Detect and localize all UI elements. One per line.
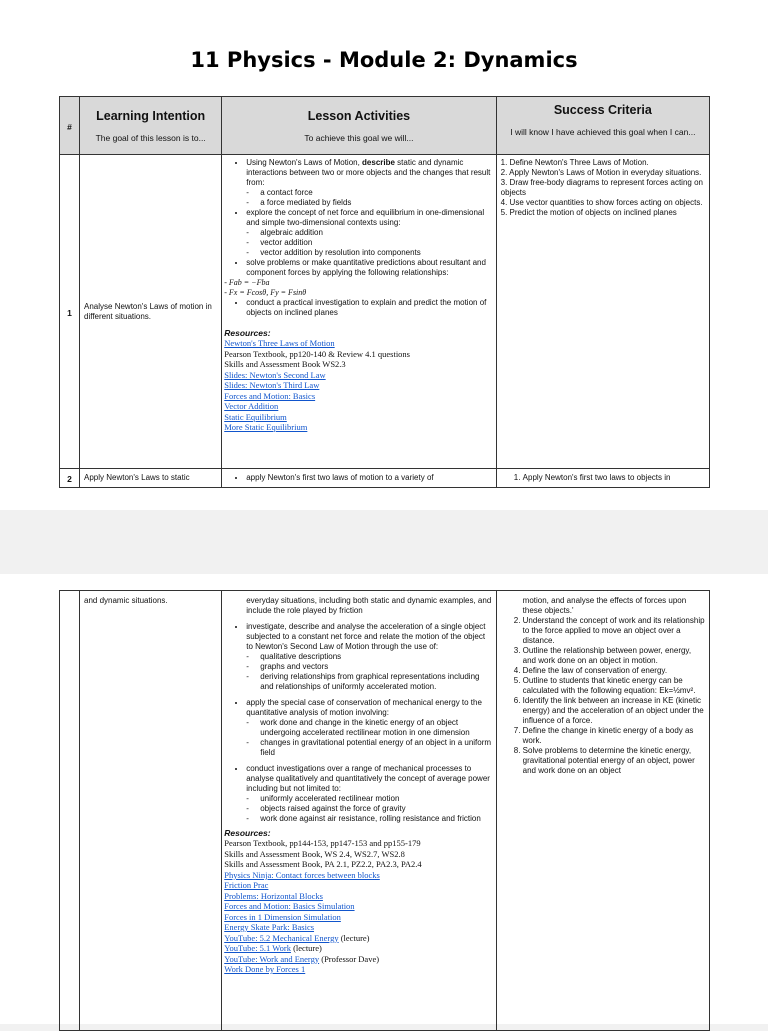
criteria-item: 3. Draw free-body diagrams to represent forces acting on objects bbox=[500, 178, 703, 197]
activity-subitem: - algebraic addition bbox=[260, 228, 491, 238]
activity-item: • conduct investigations over a range of mechanical processes to analyse qualitatively and quantitatively the concept of average power including but not limited to: - uniformly accelerated rectilinear motion - objects raised against the force of gravity - work done against air resistance, rolling resistance and friction bbox=[246, 764, 491, 824]
lesson-activities-cell bbox=[222, 155, 496, 469]
criteria-continuation: motion, and analyse the effects of forces upon these objects.' bbox=[522, 596, 687, 615]
resource-text: Skills and Assessment Book WS2.3 bbox=[224, 359, 346, 369]
activity-item: • Using Newton's Laws of Motion, describe static and dynamic interactions between two or more objects and the changes that result from: - a contact force - a force mediated by fields bbox=[246, 158, 491, 208]
header-success-criteria bbox=[496, 97, 709, 155]
activity-subitem: - work done and change in the kinetic energy of an object undergoing accelerated rectilinear motion in one dimension bbox=[260, 718, 491, 738]
resource-entry bbox=[224, 912, 491, 923]
resource-link[interactable]: Forces in 1 Dimension Simulation bbox=[224, 911, 341, 922]
resource-link[interactable]: Forces and Motion: Basics bbox=[224, 390, 316, 401]
resource-text: Skills and Assessment Book, PA 2.1, PZ2.2, PA2.3, PA2.4 bbox=[224, 859, 422, 869]
page-title: 11 Physics - Module 2: Dynamics bbox=[190, 48, 578, 72]
resource-link[interactable]: Friction Prac bbox=[224, 880, 269, 890]
row-number-cell: 2 bbox=[60, 469, 80, 488]
learning-intention-text: Analyse Newton's Laws of motion in different situations. bbox=[84, 301, 212, 321]
resource-link[interactable]: YouTube: 5.2 Mechanical Energy bbox=[224, 932, 339, 943]
criteria-item: 5. Outline to students that kinetic energy can be calculated with the following equation: Ek=½mv². bbox=[523, 676, 705, 696]
lesson-activities-cell bbox=[222, 591, 496, 1031]
learning-intention-cell bbox=[80, 155, 222, 469]
activity-item: • explore the concept of net force and equilibrium in one-dimensional and simple two-dimensional contexts using: - algebraic addition - vector addition - vector addition by resolution into components bbox=[246, 208, 491, 258]
criteria-item: 2. Understand the concept of work and its relationship to the force applied to move an object over a distance. bbox=[523, 616, 705, 646]
resource-link[interactable]: More Static Equilibrium bbox=[224, 422, 308, 432]
activity-subitem: - qualitative descriptions bbox=[260, 652, 491, 662]
success-criteria-subheading: I will know I have achieved this goal when I can... bbox=[510, 127, 696, 137]
activity-item: • solve problems or make quantitative predictions about resultant and component forces by applying the following relationships: bbox=[246, 258, 491, 278]
resource-link[interactable]: Energy Skate Park: Basics bbox=[224, 922, 315, 932]
resource-entry bbox=[224, 880, 491, 891]
resource-entry bbox=[224, 943, 491, 954]
activity-subitem: - a contact force bbox=[260, 188, 491, 198]
activity-subitem: - deriving relationships from graphical representations including and relationships of uniformly accelerated motion. bbox=[260, 672, 491, 692]
resource-link[interactable]: Vector Addition bbox=[224, 401, 279, 411]
table-row bbox=[60, 591, 710, 1031]
activity-subitem: - vector addition bbox=[260, 238, 491, 248]
activity-item: • apply Newton's first two laws of motion to a variety of bbox=[246, 473, 491, 483]
header-lesson-activities bbox=[222, 97, 496, 155]
criteria-item: 5. Predict the motion of objects on inclined planes bbox=[500, 208, 677, 217]
resource-text: Pearson Textbook, pp120-140 & Review 4.1 questions bbox=[224, 348, 410, 359]
resource-entry bbox=[224, 891, 491, 902]
resource-note: (Professor Dave) bbox=[319, 953, 380, 964]
learning-intention-text: and dynamic situations. bbox=[84, 596, 168, 605]
curriculum-table-continued bbox=[59, 590, 710, 1031]
success-criteria-cell bbox=[496, 591, 709, 1031]
activity-subitem: - work done against air resistance, rolling resistance and friction bbox=[260, 814, 491, 824]
success-criteria-cell bbox=[496, 155, 709, 469]
resource-entry bbox=[224, 954, 491, 965]
resource-link[interactable]: Physics Ninja: Contact forces between blocks bbox=[224, 869, 380, 880]
success-criteria-heading: Success Criteria bbox=[553, 103, 652, 117]
lesson-activities-heading: Lesson Activities bbox=[307, 109, 411, 123]
row-number-cell: 1 bbox=[60, 155, 80, 469]
table-header-row bbox=[60, 97, 710, 155]
resource-entry bbox=[224, 964, 491, 975]
header-num: # bbox=[60, 97, 80, 155]
resource-entry bbox=[224, 933, 491, 944]
activity-item: • apply the special case of conservation of mechanical energy to the quantitative analysis of motion involving: - work done and change in the kinetic energy of an object undergoing accelerated rectilinear motion in one dimension - changes in gravitational potential energy of an object in a uniform field bbox=[246, 698, 491, 758]
resources-heading: Resources: bbox=[224, 828, 271, 838]
learning-intention-heading: Learning Intention bbox=[96, 109, 206, 123]
criteria-item: 1. Define Newton's Three Laws of Motion. bbox=[500, 158, 649, 167]
resource-note: (lecture) bbox=[290, 943, 322, 953]
curriculum-table bbox=[59, 96, 710, 488]
resource-link[interactable]: YouTube: 5.1 Work bbox=[224, 943, 291, 953]
resource-link[interactable]: Slides: Newton's Third Law bbox=[224, 380, 320, 390]
learning-intention-cell bbox=[80, 591, 222, 1031]
criteria-item: 3. Outline the relationship between power, energy, and work done on an object in motion. bbox=[523, 646, 705, 666]
row-number-cell bbox=[60, 591, 80, 1031]
learning-intention-subheading: The goal of this lesson is to... bbox=[95, 133, 206, 143]
resource-link[interactable]: Work Done by Forces 1 bbox=[224, 964, 306, 974]
criteria-item: 4. Use vector quantities to show forces acting on objects. bbox=[500, 198, 703, 207]
resource-link[interactable]: Forces and Motion: Basics Simulation bbox=[224, 901, 355, 911]
criteria-item: 2. Apply Newton's Laws of Motion in everyday situations. bbox=[500, 168, 702, 177]
resource-entry bbox=[224, 901, 491, 912]
activity-item: • investigate, describe and analyse the acceleration of a single object subjected to a constant net force and relate the motion of the object to Newton's Second Law of Motion through the use of: - qualitative descriptions - graphs and vectors - deriving relationships from graphical representations including and relationships of uniformly accelerated motion. bbox=[246, 622, 491, 692]
resource-link[interactable]: YouTube: Work and Energy bbox=[224, 953, 320, 964]
header-learning-intention bbox=[80, 97, 222, 155]
resource-link[interactable]: Slides: Newton's Second Law bbox=[224, 369, 326, 380]
document-page-1 bbox=[0, 0, 768, 510]
criteria-item: 7. Define the change in kinetic energy of a body as work. bbox=[523, 726, 705, 746]
activity-subitem: - a force mediated by fields bbox=[260, 198, 491, 208]
lesson-activities-subheading: To achieve this goal we will... bbox=[304, 133, 414, 143]
equation-line: - Fab = −Fba bbox=[224, 278, 270, 287]
resource-note: (lecture) bbox=[338, 932, 370, 943]
lesson-activities-cell bbox=[222, 469, 496, 488]
table-row bbox=[60, 469, 710, 488]
equation-line: - Fx = Fcosθ, Fy = Fsinθ bbox=[224, 288, 307, 297]
activity-subitem: - objects raised against the force of gravity bbox=[260, 804, 491, 814]
resource-entry bbox=[224, 870, 491, 881]
activity-subitem: - uniformly accelerated rectilinear motion bbox=[260, 794, 491, 804]
criteria-item: 6. Identify the link between an increase in KE (kinetic energy) and the acceleration of an object under the influence of a force. bbox=[523, 696, 705, 726]
resource-link[interactable]: Problems: Horizontal Blocks bbox=[224, 890, 323, 901]
activity-continuation: everyday situations, including both static and dynamic examples, and include the role played by friction bbox=[246, 596, 492, 615]
resource-text: Skills and Assessment Book, WS 2.4, WS2.7, WS2.8 bbox=[224, 848, 405, 859]
activity-subitem: - changes in gravitational potential energy of an object in a uniform field bbox=[260, 738, 491, 758]
criteria-item: 8. Solve problems to determine the kinetic energy, gravitational potential energy of an object, power and work done on an object bbox=[523, 746, 705, 776]
learning-intention-cell bbox=[80, 469, 222, 488]
activity-subitem: - vector addition by resolution into components bbox=[260, 248, 491, 258]
resource-entry bbox=[224, 922, 491, 933]
resource-link[interactable]: Static Equilibrium bbox=[224, 411, 287, 422]
criteria-item: 1. Apply Newton's first two laws to objects in bbox=[523, 473, 705, 483]
criteria-item: 4. Define the law of conservation of energy. bbox=[523, 666, 705, 676]
success-criteria-cell bbox=[496, 469, 709, 488]
resource-text: Pearson Textbook, pp144-153, pp147-153 and pp155-179 bbox=[224, 838, 421, 848]
resources-heading: Resources: bbox=[224, 328, 271, 338]
table-row bbox=[60, 155, 710, 469]
resource-link[interactable]: Newton's Three Laws of Motion bbox=[224, 338, 335, 348]
activity-item: • conduct a practical investigation to explain and predict the motion of objects on inclined planes bbox=[246, 298, 491, 318]
activity-subitem: - graphs and vectors bbox=[260, 662, 491, 672]
learning-intention-text: Apply Newton's Laws to static bbox=[84, 473, 190, 482]
